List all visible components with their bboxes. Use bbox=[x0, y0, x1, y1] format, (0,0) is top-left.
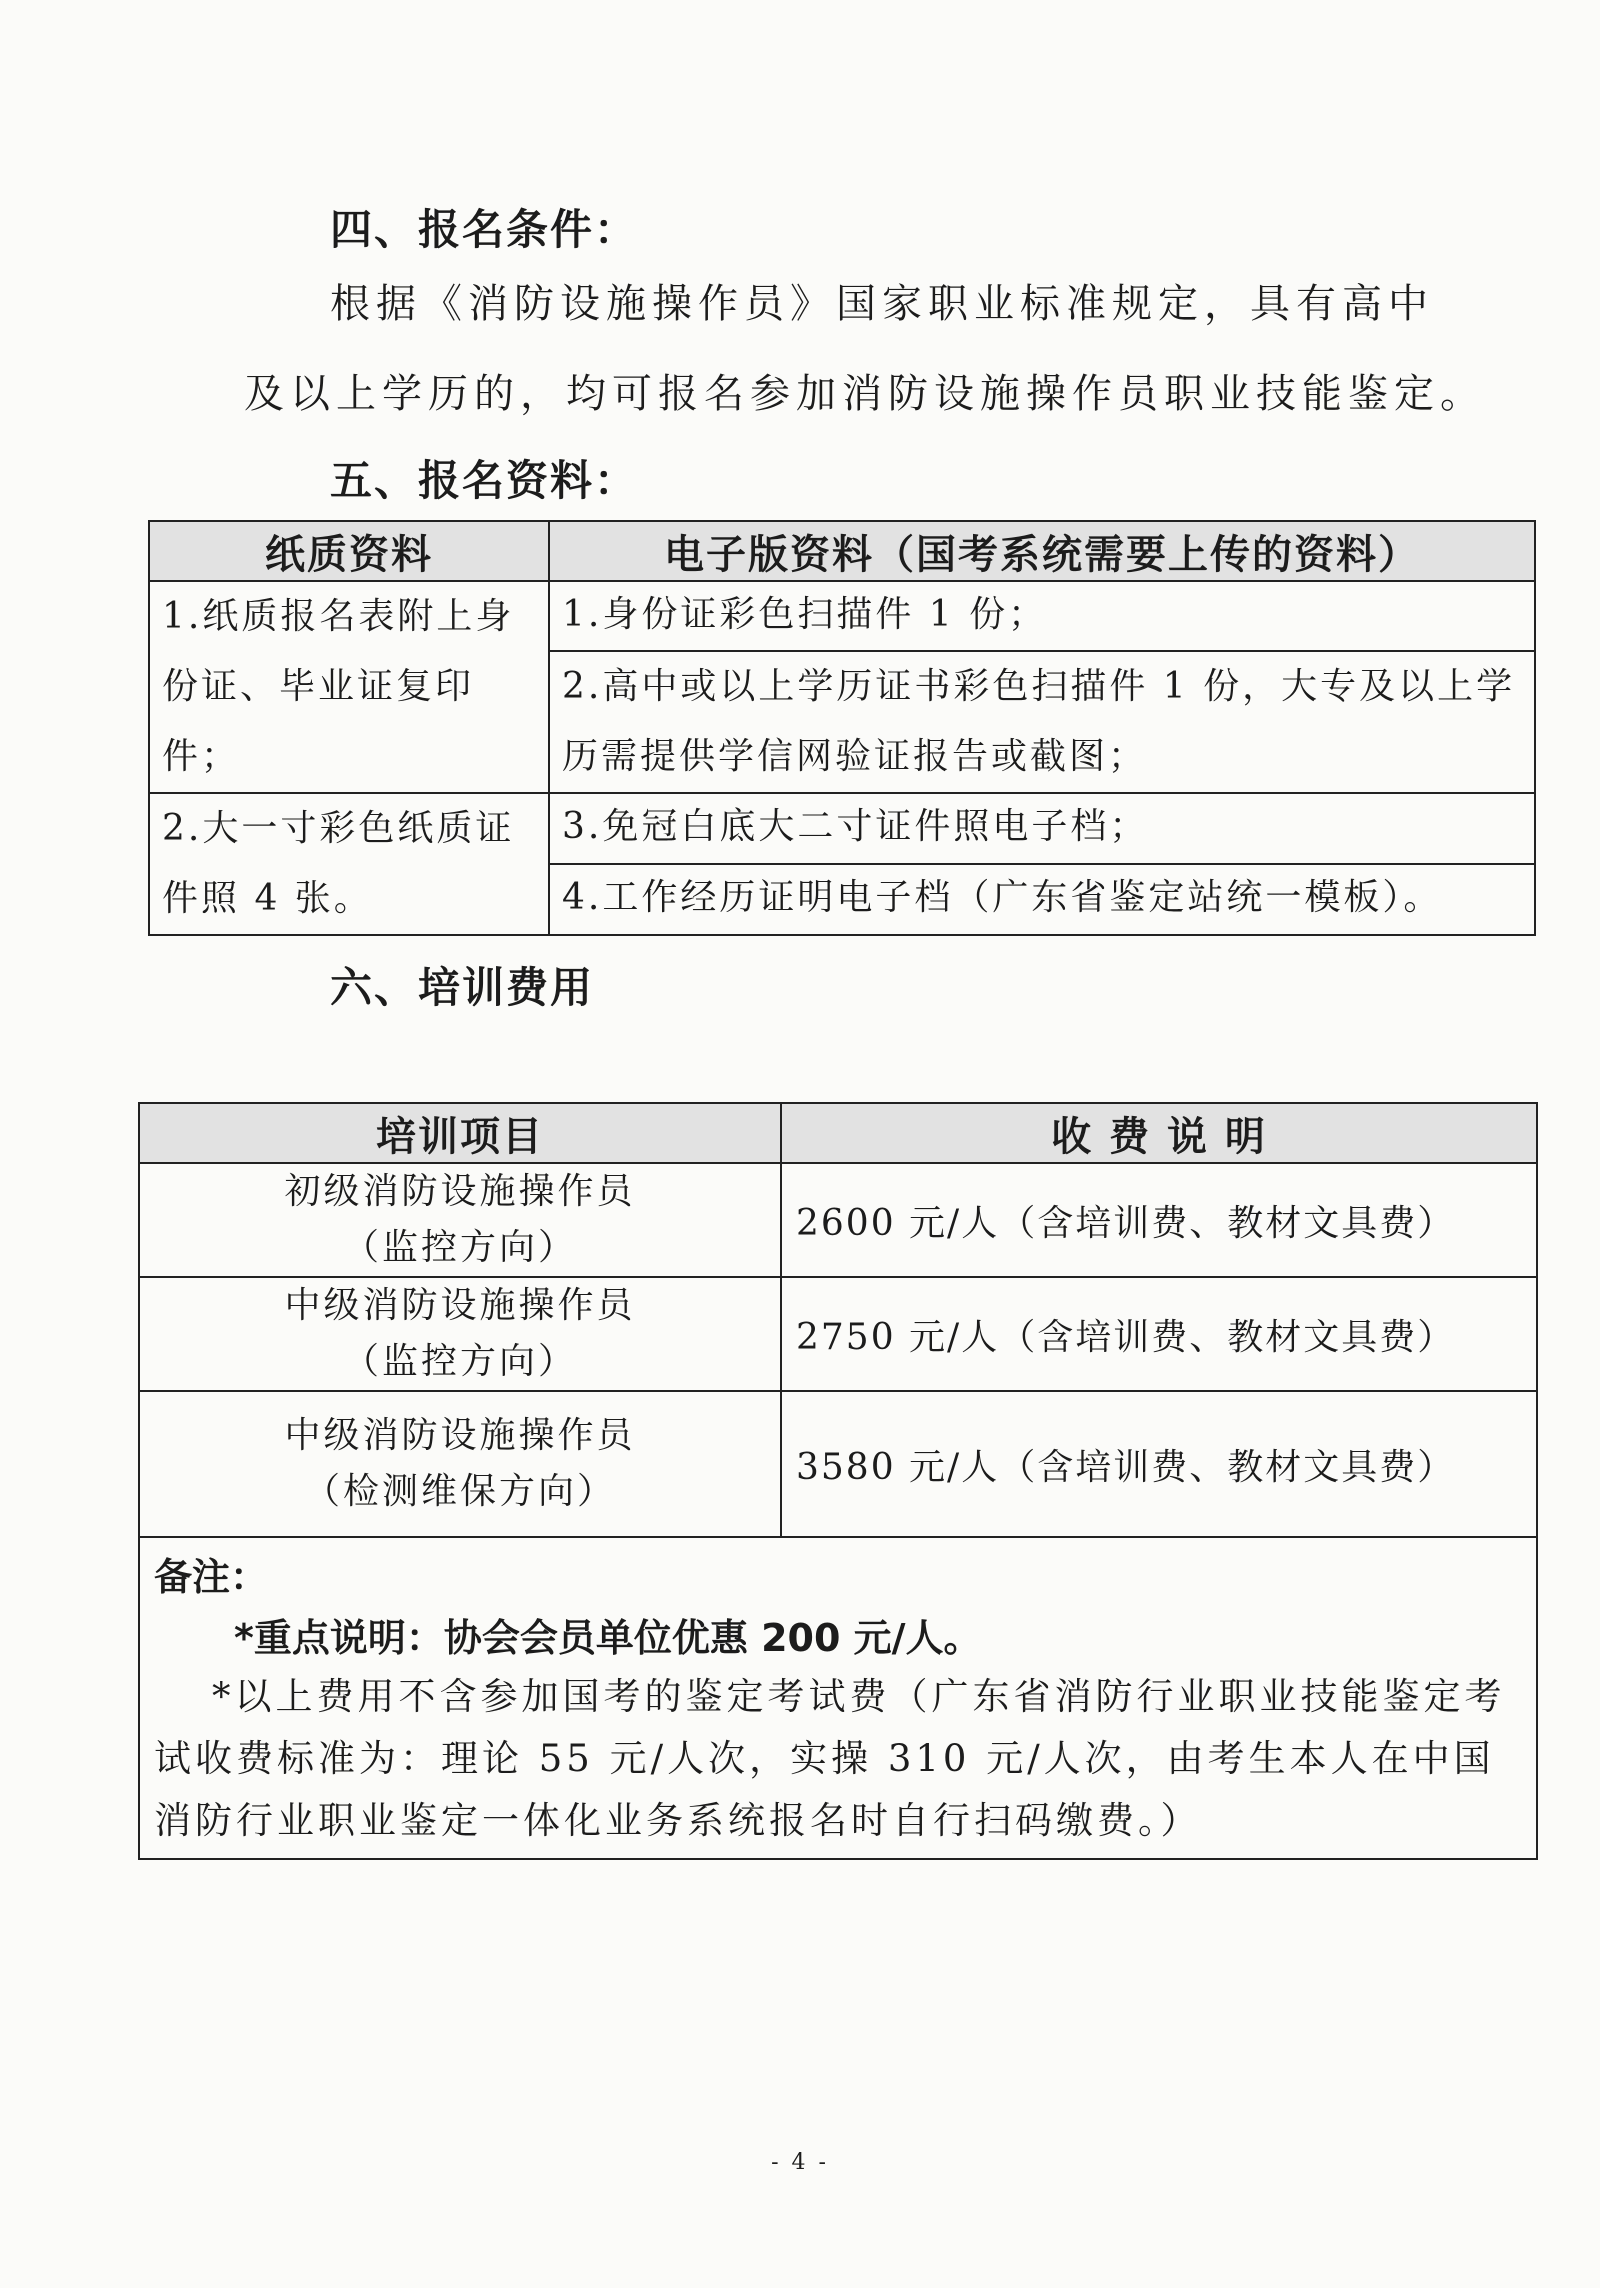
fee-item-name: 初级消防设施操作员 bbox=[284, 1171, 636, 1212]
fee-amount: 2600 元/人（含培训费、教材文具费） bbox=[781, 1163, 1537, 1277]
electronic-item-1: 1.身份证彩色扫描件 1 份； bbox=[562, 594, 1048, 635]
paper-item-2-cell bbox=[149, 793, 549, 935]
materials-header-paper: 纸质资料 bbox=[149, 521, 549, 581]
page-number: - 4 - bbox=[771, 2150, 829, 2175]
fee-row bbox=[139, 1391, 1537, 1537]
fee-amount: 2750 元/人（含培训费、教材文具费） bbox=[781, 1277, 1537, 1391]
notes-cell bbox=[139, 1537, 1537, 1859]
fee-item-name: 中级消防设施操作员 bbox=[284, 1415, 636, 1456]
fees-table bbox=[138, 1102, 1538, 1860]
materials-header-electronic: 电子版资料（国考系统需要上传的资料） bbox=[549, 521, 1535, 581]
heading-registration-conditions: 四、报名条件： bbox=[330, 205, 639, 254]
paper-item-1-cell bbox=[149, 581, 549, 793]
fee-item-direction: （检测维保方向） bbox=[303, 1471, 616, 1512]
electronic-item-4: 4.工作经历证明电子档（广东省鉴定站统一模板）。 bbox=[562, 877, 1443, 918]
fee-item-name: 中级消防设施操作员 bbox=[284, 1285, 636, 1326]
electronic-item-3-cell bbox=[549, 793, 1535, 864]
conditions-paragraph-line-2: 及以上学历的，均可报名参加消防设施操作员职业技能鉴定。 bbox=[244, 371, 1486, 417]
paper-item-2: 2.大一寸彩色纸质证件照 4 张。 bbox=[162, 808, 515, 919]
electronic-item-2-cell bbox=[549, 651, 1535, 793]
fees-header-fee: 收 费 说 明 bbox=[781, 1103, 1537, 1163]
fee-item-direction: （监控方向） bbox=[342, 1341, 577, 1382]
fees-header-item: 培训项目 bbox=[139, 1103, 781, 1163]
fee-item-cell bbox=[139, 1277, 781, 1391]
paper-item-1: 1.纸质报名表附上身份证、毕业证复印件； bbox=[162, 596, 515, 777]
notes-label: 备注： bbox=[154, 1555, 269, 1599]
fee-item-cell bbox=[139, 1391, 781, 1537]
electronic-item-3: 3.免冠白底大二寸证件照电子档； bbox=[562, 806, 1149, 847]
materials-table bbox=[148, 520, 1536, 936]
fee-row bbox=[139, 1277, 1537, 1391]
fee-item-cell bbox=[139, 1163, 781, 1277]
notes-key-point: *重点说明：协会会员单位优惠 200 元/人。 bbox=[234, 1616, 982, 1660]
electronic-item-4-cell bbox=[549, 864, 1535, 935]
conditions-paragraph-line-1: 根据《消防设施操作员》国家职业标准规定，具有高中 bbox=[330, 281, 1434, 327]
fee-amount: 3580 元/人（含培训费、教材文具费） bbox=[781, 1391, 1537, 1537]
heading-registration-materials: 五、报名资料： bbox=[330, 456, 639, 505]
notes-detail: *以上费用不含参加国考的鉴定考试费（广东省消防行业职业技能鉴定考试收费标准为：理论 55 元/人次，实操 310 元/人次，由考生本人在中国消防行业职业鉴定一体化业务系统报名时自行扫码缴费。） bbox=[154, 1675, 1506, 1842]
electronic-item-1-cell bbox=[549, 581, 1535, 651]
fee-row bbox=[139, 1163, 1537, 1277]
fee-item-direction: （监控方向） bbox=[342, 1227, 577, 1268]
electronic-item-2: 2.高中或以上学历证书彩色扫描件 1 份，大专及以上学历需提供学信网验证报告或截图； bbox=[562, 666, 1516, 777]
heading-training-fees: 六、培训费用 bbox=[330, 963, 595, 1012]
